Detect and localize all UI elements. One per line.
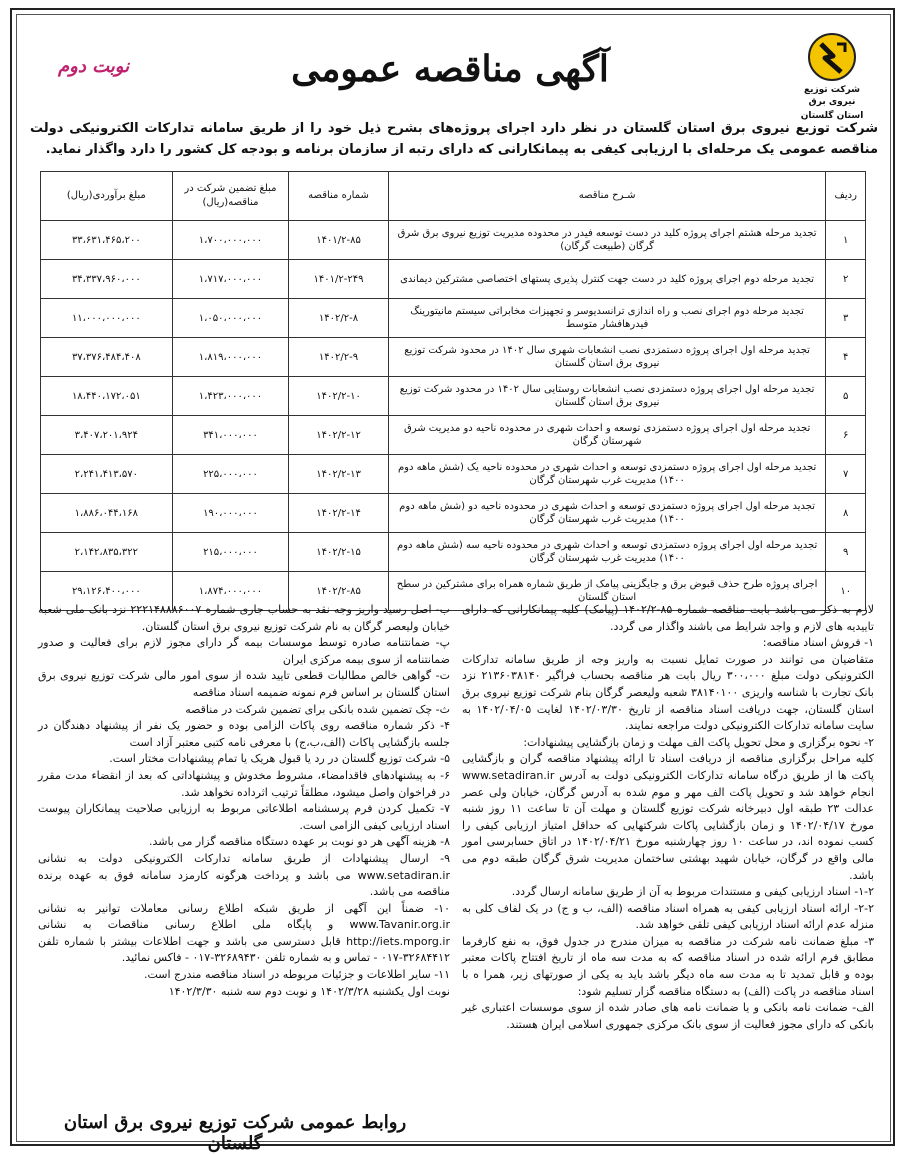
lightning-logo-icon	[807, 32, 857, 82]
cell-description: تجدید مرحله اول اجرای پروژه دستمزدی نصب انشعابات روستایی سال ۱۴۰۲ در محدود شرکت توزیع نیروی برق استان گلستان	[388, 377, 826, 416]
cell-description: تجدید مرحله دوم اجرای پروژه کلید در دست جهت کنترل پذیری پستهای اختصاصی مشترکین دیماندی	[388, 260, 826, 299]
cell-tender-number: ۱۴۰۲/۲-۱۲	[289, 416, 389, 455]
table-row	[41, 338, 866, 377]
cell-row-number: ۱۰	[826, 572, 866, 611]
cell-estimate: ۳،۴۰۷،۲۰۱،۹۲۴	[41, 416, 173, 455]
paragraph: ۳- مبلغ ضمانت نامه شرکت در مناقصه به میزان مندرج در جدول فوق، به نفع کارفرما مطابق فرم ارائه شده در اسناد مناقصه که به مدت سه ماه از تاریخ افتتاح پاکات معتبر بوده و قابل تمدید تا به مدت سه ماه دیگر باشد باید به یکی از صورتهای زیر، همرا ه با اسناد مناقصه در پاکت (الف) به دستگاه مناقصه گزار تسلیم شود:	[462, 934, 874, 998]
cell-tender-number: ۱۴۰۲/۲-۱۵	[289, 533, 389, 572]
table-row	[41, 494, 866, 533]
intro-paragraph: شرکت توزیع نیروی برق استان گلستان در نظر دارد اجرای پروژه‌های بشرح ذیل خود را از طریق سامانه تدارکات الکترونیکی دولت مناقصه عمومی یک مرحله‌ای با ارزیابی کیفی به پیمانکارانی که دارای رتبه از سازمان برنامه و بودجه کل کشور را دارد واگذار نماید.	[30, 121, 878, 157]
table-row	[41, 533, 866, 572]
paragraph: ۸- هزینه آگهی هر دو نوبت بر عهده دستگاه مناقصه گزار می باشد.	[148, 835, 450, 849]
cell-estimate: ۲۹،۱۲۶،۴۰۰،۰۰۰	[41, 572, 173, 611]
cell-estimate: ۱۸،۴۴۰،۱۷۲،۰۵۱	[41, 377, 173, 416]
tender-table	[40, 171, 866, 611]
cell-row-number: ۴	[826, 338, 866, 377]
left-column	[38, 602, 450, 1000]
cell-tender-number: ۱۴۰۲/۲-۱۰	[289, 377, 389, 416]
paragraph: پ- ضمانتنامه صادره توسط موسسات بیمه گر دارای مجوز لازم برای فعالیت و صدور ضمانتنامه از سوی بیمه مرکزی ایران	[38, 636, 450, 666]
cell-tender-number: ۱۴۰۲/۲-۱۴	[289, 494, 389, 533]
paragraph: ۱- فروش اسناد مناقصه:	[762, 636, 874, 650]
header-description: شـرح مناقصه	[388, 172, 826, 221]
table-row	[41, 455, 866, 494]
paragraph: ۷- تکمیل کردن فرم پرسشنامه اطلاعاتی مربوط به ارزیابی صلاحیت پیمانکاران پیوست اسناد ارزیابی کیفی الزامی است.	[38, 802, 450, 832]
table-row	[41, 260, 866, 299]
cell-guarantee: ۲۱۵،۰۰۰،۰۰۰	[172, 533, 289, 572]
cell-estimate: ۳۴،۳۳۷،۹۶۰،۰۰۰	[41, 260, 173, 299]
cell-row-number: ۶	[826, 416, 866, 455]
cell-row-number: ۳	[826, 299, 866, 338]
cell-guarantee: ۱،۷۰۰،۰۰۰،۰۰۰	[172, 221, 289, 260]
cell-row-number: ۱	[826, 221, 866, 260]
paragraph: ۴- ذکر شماره مناقصه روی پاکات الزامی بوده و حضور یک نفر از پیشنهاد دهندگان در جلسه بازگشایی پاکات (الف،ب،ج) با معرفی نامه کتبی معتبر آزاد است	[38, 719, 450, 749]
paragraph: ب- اصل رسید واریز وجه نقد به حساب جاری شماره ۲۲۲۱۴۸۸۸۶۰۰۷ نزد بانک ملی شعبه خیابان ولیعصر گرگان به نام شرکت توزیع نیروی برق استان گلستان.	[38, 603, 451, 633]
cell-row-number: ۲	[826, 260, 866, 299]
paragraph: الف- ضمانت نامه بانکی و یا ضمانت نامه های صادر شده از سوی موسسات اعتباری غیر بانکی که دارای مجوز فعالیت از سوی بانک مرکزی جمهوری اسلامی ایران هستند.	[462, 1001, 874, 1031]
table-body	[41, 221, 866, 611]
header-row-number: ردیف	[826, 172, 866, 221]
cell-tender-number: ۱۴۰۲/۲-۱۳	[289, 455, 389, 494]
cell-guarantee: ۱۹۰،۰۰۰،۰۰۰	[172, 494, 289, 533]
cell-row-number: ۷	[826, 455, 866, 494]
cell-description: تجدید مرحله اول اجرای پروژه دستمزدی نصب انشعابات شهری سال ۱۴۰۲ در محدود شرکت توزیع نیروی برق استان گلستان	[388, 338, 826, 377]
cell-guarantee: ۲۲۵،۰۰۰،۰۰۰	[172, 455, 289, 494]
company-name-line2: استان گلستان	[800, 111, 864, 121]
paragraph: کلیه مراحل برگزاری مناقصه از دریافت اسناد تا ارائه پیشنهاد مناقصه گران و بازگشایی پاکت ها از طریق درگاه سامانه تدارکات الکترونیکی دولت به آدرس www.setadiran.ir انجام خواهد شد و تحویل پاکت الف مهر و موم شده به آدرس گرگان، خیابان ولی عصر عدالت ۲۳ طبقه اول دبیرخانه شرکت توزیع گلستان و مهلت آن تا ساعت ۱۱ روز شنبه مورخ ۱۴۰۲/۰۴/۱۷ و زمان بازگشایی پاکات شرکتهایی که حداقل امتیاز ارزیابی کیفی را کسب نموده اند، در ساعت ۱۰ روز چهارشنبه مورخ ۱۴۰۲/۰۴/۲۱ در اتاق حسابرسی امور مالی واقع در گرگان، خیابان شهید بهشتی ساختمان مدیریت شرق گرگان طبقه دوم می باشد.	[462, 752, 875, 882]
paragraph: ت- گواهی خالص مطالبات قطعی تایید شده از سوی امور مالی شرکت توزیع نیروی برق استان گلستان بر اساس فرم نمونه ضمیمه اسناد مناقصه	[38, 669, 450, 699]
cell-description: تجدید مرحله اول اجرای پروژه دستمزدی توسعه و احداث شهری در محدوده ناحیه دو (شش ماهه دوم ۱۴۰۰) مدیریت غرب شهرستان گرگان	[388, 494, 826, 533]
header	[30, 26, 880, 121]
cell-guarantee: ۱،۸۷۴،۰۰۰،۰۰۰	[172, 572, 289, 611]
cell-tender-number: ۱۴۰۲/۲-۸۵	[289, 572, 389, 611]
cell-guarantee: ۱،۸۱۹،۰۰۰،۰۰۰	[172, 338, 289, 377]
paragraph: ۱۱- سایر اطلاعات و جزئیات مربوطه در اسناد مناقصه مندرج است.	[143, 968, 450, 982]
cell-description: تجدید مرحله اول اجرای پروژه دستمزدی توسعه و احداث شهری در محدوده ناحیه دو مدیریت شرق شهرستان گرگان	[388, 416, 826, 455]
paragraph: ۹- ارسال پیشنهادات از طریق سامانه تدارکات الکترونیکی دولت به نشانی www.setadiran.ir می باشد و پرداخت هرگونه کارمزد سامانه فوق به عهده برنده مناقصه می باشد.	[38, 851, 450, 899]
cell-guarantee: ۱،۰۵۰،۰۰۰،۰۰۰	[172, 299, 289, 338]
header-estimate: مبلغ برآوردی(ریال)	[41, 172, 173, 221]
paragraph: لازم به ذکر می باشد بابت مناقصه شماره ۸۵-۱۴۰۲/۲ (پیامک) کلیه پیمانکارانی که دارای تاییدیه های لازم و واجد شرایط می باشند واگذار می گردد.	[462, 603, 874, 633]
cell-row-number: ۹	[826, 533, 866, 572]
header-tender-number: شماره مناقصه	[289, 172, 389, 221]
table-header-row	[41, 172, 866, 221]
round-label: نوبت دوم	[58, 56, 130, 77]
cell-description: تجدید مرحله دوم اجرای نصب و راه اندازی ترانسدیوسر و تجهیزات مخابراتی سیستم مانیتورینگ فیدرهافشار متوسط	[388, 299, 826, 338]
signature: روابط عمومی شرکت توزیع نیروی برق استان گلستان	[63, 1112, 407, 1154]
cell-row-number: ۵	[826, 377, 866, 416]
table-row	[41, 299, 866, 338]
cell-row-number: ۸	[826, 494, 866, 533]
cell-guarantee: ۱،۴۲۳،۰۰۰،۰۰۰	[172, 377, 289, 416]
paragraph: ث- چک تضمین شده بانکی برای تضمین شرکت در مناقصه	[185, 702, 450, 716]
paragraph: ۵- شرکت توزیع گلستان در رد یا قبول هریک یا تمام پیشنهادات مختار است.	[109, 752, 450, 766]
cell-estimate: ۱۱،۰۰۰،۰۰۰،۰۰۰	[41, 299, 173, 338]
cell-description: اجرای پروژه طرح حذف قبوض برق و جایگزینی پیامک از طریق شماره همراه برای مشترکین در سطح استان گلستان	[388, 572, 826, 611]
paragraph: ۱-۲- اسناد ارزیابی کیفی و مستندات مربوط به آن از طریق سامانه ارسال گردد.	[511, 885, 874, 899]
cell-estimate: ۳۳،۶۳۱،۴۶۵،۲۰۰	[41, 221, 173, 260]
cell-estimate: ۲،۲۴۱،۴۱۳،۵۷۰	[41, 455, 173, 494]
table-row	[41, 377, 866, 416]
paragraph: ۲-۲- ارائه اسناد ارزیابی کیفی به همراه اسناد مناقصه (الف، ب و ج) در یک لفاف کلی به منزله عدم ارائه اسناد ارزیابی کیفی تلقی خواهد شد.	[462, 901, 874, 932]
paragraph: ۱۰- ضمناً این آگهی از طریق شبکه اطلاع رسانی معاملات توانیر به نشانی www.Tavanir.org.ir و پایگاه ملی اطلاع رسانی مناقصات به نشانی http://iets.mporg.ir قابل دسترسی می باشد و جهت اطلاعات بیشتر با شماره تلفن ۳۲۶۸۴۴۱۲-۰۱۷ - تماس و به شماره تلفن ۳۲۶۸۹۴۳۰-۰۱۷ - فاکس نمائید.	[38, 901, 450, 965]
table-row	[41, 416, 866, 455]
paragraph: متقاضیان می توانند در صورت تمایل نسبت به واریز وجه از طریق سامانه تدارکات الکترونیکی دولت مبلغ ۳۰۰،۰۰۰ ریال بابت هر مناقصه بحساب فراگیر ۲۱۳۶۰۳۸۱۴۰ نزد بانک تجارت با شناسه واریزی ۳۸۱۴۰۱۰۰ شعبه ولیعصر گرگان بنام شرکت توزیع نیروی برق استان گلستان، جهت دریافت اسناد مناقصه از تاریخ ۱۴۰۲/۰۳/۳۰ لغایت ۱۴۰۲/۰۴/۰۵ به سایت سامانه تدارکات الکترونیکی دولت مراجعه نمایند.	[462, 652, 874, 733]
paragraph: نوبت اول یکشنبه ۱۴۰۲/۳/۲۸ و نوبت دوم سه شنبه ۱۴۰۲/۳/۳۰	[168, 984, 450, 998]
cell-estimate: ۲،۱۴۲،۸۳۵،۳۲۲	[41, 533, 173, 572]
paragraph: ۶- به پیشنهادهای فاقدامضاء، مشروط مخدوش و پیشنهاداتی که بعد از انقضاء مدت مقرر در فراخوان واصل میشود، مطلقاً ترتیب اثرداده نخواهد شد.	[38, 768, 450, 799]
paragraph: ۲- نحوه برگزاری و محل تحویل پاکت الف مهلت و زمان بازگشایی پیشنهادات:	[523, 735, 874, 749]
page-title: آگهی مناقصه عمومی	[291, 48, 609, 90]
cell-estimate: ۱،۸۸۶،۰۴۴،۱۶۸	[41, 494, 173, 533]
header-guarantee: مبلغ تضمین شرکت در مناقصه(ریال)	[172, 172, 289, 221]
table-row	[41, 221, 866, 260]
cell-tender-number: ۱۴۰۲/۲-۸	[289, 299, 389, 338]
cell-estimate: ۳۷،۳۷۶،۴۸۴،۴۰۸	[41, 338, 173, 377]
cell-tender-number: ۱۴۰۱/۲-۲۴۹	[289, 260, 389, 299]
cell-description: تجدید مرحله اول اجرای پروژه دستمزدی توسعه و احداث شهری در محدوده ناحیه یک (شش ماهه دوم ۱۴۰۰) مدیریت غرب شهرستان گرگان	[388, 455, 826, 494]
cell-guarantee: ۳۴۱،۰۰۰،۰۰۰	[172, 416, 289, 455]
right-column	[462, 602, 874, 1033]
cell-tender-number: ۱۴۰۱/۲-۸۵	[289, 221, 389, 260]
company-logo	[792, 32, 872, 122]
company-name-line1: شرکت توزیع نیروی برق	[803, 85, 861, 107]
cell-description: تجدید مرحله اول اجرای پروژه دستمزدی توسعه و احداث شهری در محدوده ناحیه سه (شش ماهه دوم ۱۴۰۰) مدیریت غرب شهرستان گرگان	[388, 533, 826, 572]
cell-tender-number: ۱۴۰۲/۲-۹	[289, 338, 389, 377]
cell-guarantee: ۱،۷۱۷،۰۰۰،۰۰۰	[172, 260, 289, 299]
cell-description: تجدید مرحله هشتم اجرای پروژه کلید در دست توسعه فیدر در محدوده مدیریت توزیع نیروی برق شرق گرگان (طبیعت گرگان)	[388, 221, 826, 260]
